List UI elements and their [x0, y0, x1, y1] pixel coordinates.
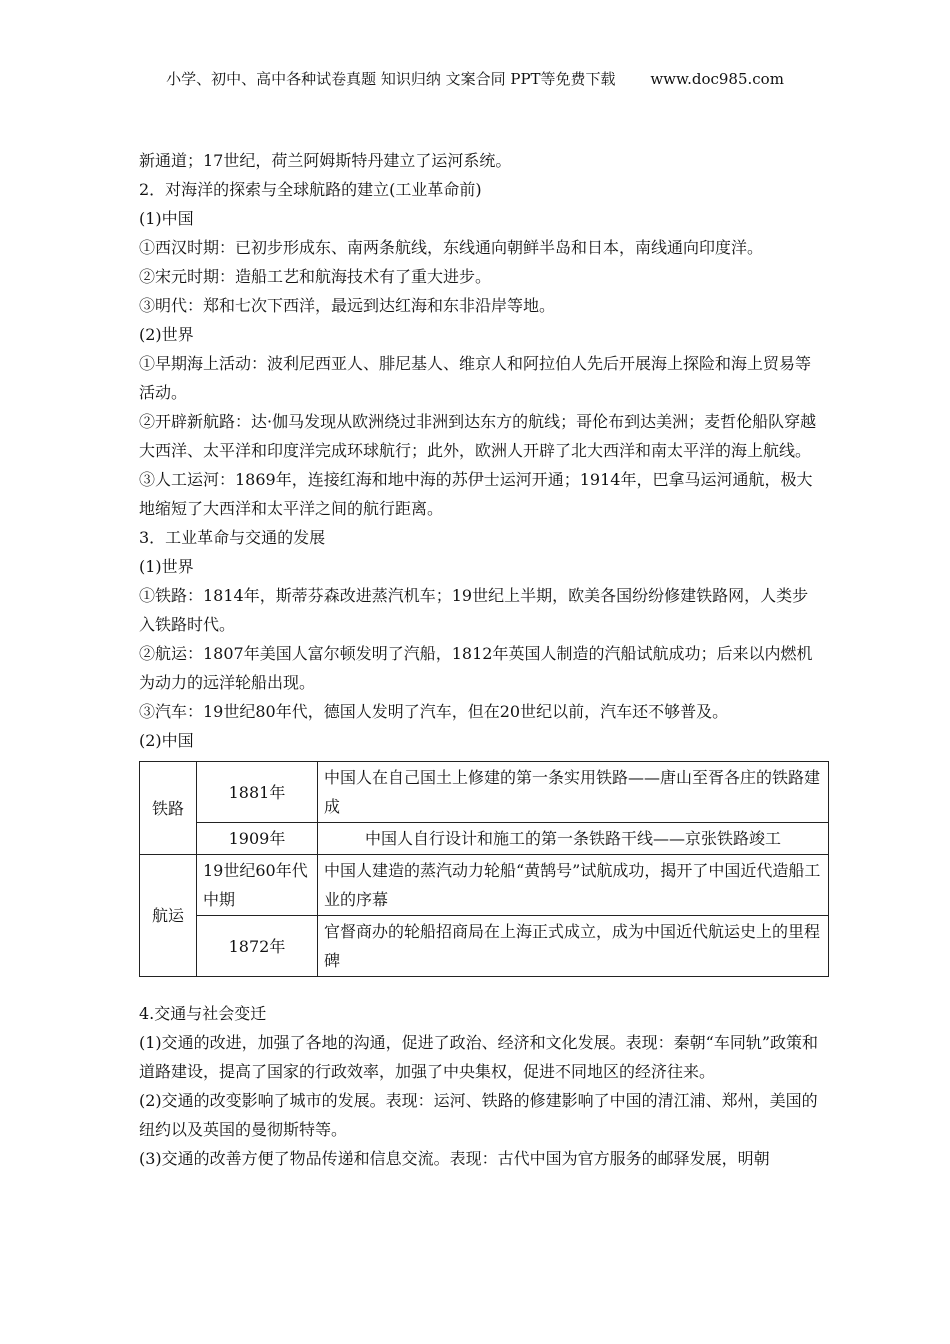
header-site-link[interactable]: www.doc985.com: [650, 70, 784, 88]
section-heading: 2．对海洋的探索与全球航路的建立(工业革命前): [139, 180, 482, 199]
paragraph: ①西汉时期：已初步形成东、南两条航线，东线通向朝鲜半岛和日本，南线通向印度洋。: [139, 238, 764, 257]
table-row: [140, 916, 829, 977]
subsection-heading: (1)世界: [139, 557, 194, 576]
table-row: [140, 823, 829, 855]
year-cell: 1881年: [197, 762, 318, 823]
category-cell-shipping: 航运: [140, 855, 197, 977]
spacer: [139, 977, 819, 999]
page-header: [0, 68, 950, 89]
paragraph: ①铁路：1814年，斯蒂芬森改进蒸汽机车；19世纪上半期，欧美各国纷纷修建铁路网，人类步入铁路时代。: [139, 586, 809, 634]
year-cell: 1872年: [197, 916, 318, 977]
document-body: [139, 146, 819, 1173]
paragraph: (2)交通的改变影响了城市的发展。表现：运河、铁路的修建影响了中国的清江浦、郑州，美国的纽约以及英国的曼彻斯特等。: [139, 1091, 818, 1139]
subsection-heading: (1)中国: [139, 209, 194, 228]
year-cell: 19世纪60年代中期: [197, 855, 318, 916]
header-text: 小学、初中、高中各种试卷真题 知识归纳 文案合同 PPT等免费下载: [166, 70, 616, 88]
table-row: [140, 855, 829, 916]
paragraph: ③汽车：19世纪80年代，德国人发明了汽车，但在20世纪以前，汽车还不够普及。: [139, 702, 729, 721]
paragraph: ②开辟新航路：达·伽马发现从欧洲绕过非洲到达东方的航线；哥伦布到达美洲；麦哲伦船队穿越大西洋、太平洋和印度洋完成环球航行；此外，欧洲人开辟了北大西洋和南太平洋的海上航线。: [139, 412, 817, 460]
transport-table: [139, 761, 829, 977]
category-cell-railway: 铁路: [140, 762, 197, 855]
subsection-heading: (2)世界: [139, 325, 194, 344]
event-cell: 中国人建造的蒸汽动力轮船“黄鹄号”试航成功，揭开了中国近代造船工业的序幕: [318, 855, 829, 916]
year-cell: 1909年: [197, 823, 318, 855]
table-row: [140, 762, 829, 823]
event-cell: 中国人自行设计和施工的第一条铁路干线——京张铁路竣工: [318, 823, 829, 855]
section-heading: 3．工业革命与交通的发展: [139, 528, 326, 547]
paragraph: (3)交通的改善方便了物品传递和信息交流。表现：古代中国为官方服务的邮驿发展，明朝: [139, 1149, 770, 1168]
paragraph: ①早期海上活动：波利尼西亚人、腓尼基人、维京人和阿拉伯人先后开展海上探险和海上贸易等活动。: [139, 354, 812, 402]
paragraph: ②航运：1807年美国人富尔顿发明了汽船，1812年英国人制造的汽船试航成功；后来以内燃机为动力的远洋轮船出现。: [139, 644, 813, 692]
event-cell: 官督商办的轮船招商局在上海正式成立，成为中国近代航运史上的里程碑: [318, 916, 829, 977]
paragraph: ③明代：郑和七次下西洋，最远到达红海和东非沿岸等地。: [139, 296, 556, 315]
section-heading: 4.交通与社会变迁: [139, 1004, 267, 1023]
subsection-heading: (2)中国: [139, 731, 194, 750]
event-cell: 中国人在自己国土上修建的第一条实用铁路——唐山至胥各庄的铁路建成: [318, 762, 829, 823]
paragraph: ②宋元时期：造船工艺和航海技术有了重大进步。: [139, 267, 492, 286]
paragraph: (1)交通的改进，加强了各地的沟通，促进了政治、经济和文化发展。表现：秦朝“车同轨”政策和道路建设，提高了国家的行政效率，加强了中央集权，促进不同地区的经济往来。: [139, 1033, 819, 1081]
paragraph: ③人工运河：1869年，连接红海和地中海的苏伊士运河开通；1914年，巴拿马运河通航，极大地缩短了大西洋和太平洋之间的航行距离。: [139, 470, 813, 518]
paragraph: 新通道；17世纪，荷兰阿姆斯特丹建立了运河系统。: [139, 151, 512, 170]
